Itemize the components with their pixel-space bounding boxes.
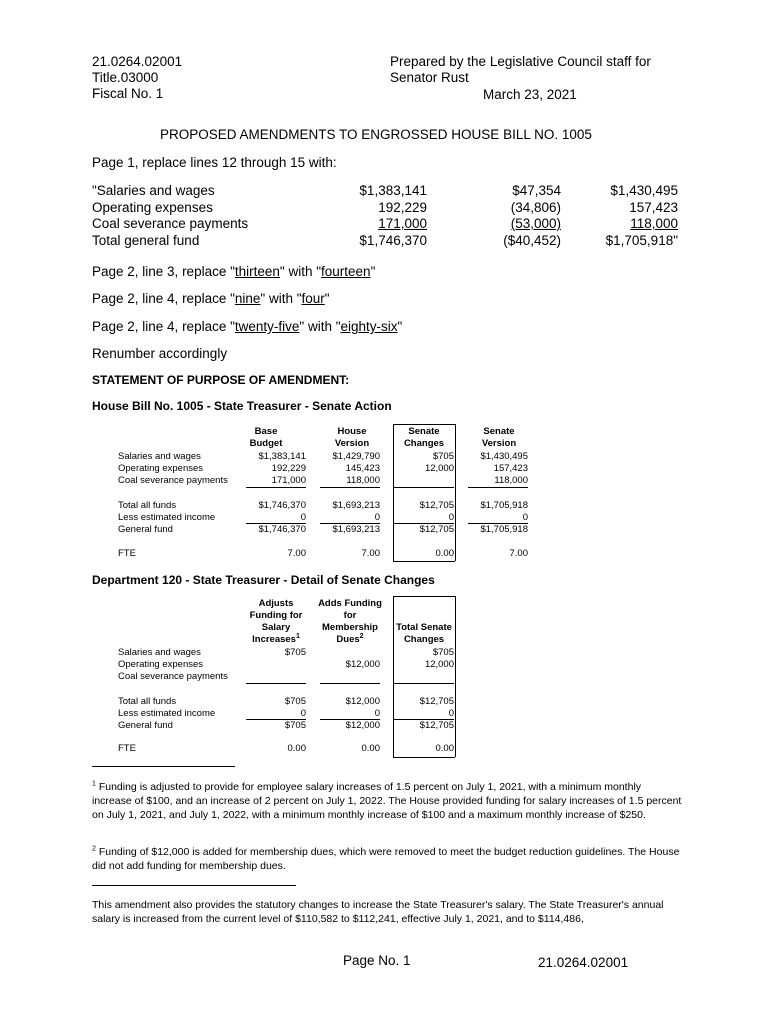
- subtotal-rule: [320, 719, 380, 720]
- subtotal-rule: [394, 523, 454, 524]
- fte-value: 0.00: [361, 743, 380, 754]
- amendment-line: Page 2, line 3, replace "thirteen" with "fourteen": [92, 264, 376, 279]
- table-column: $12,000: [345, 659, 380, 670]
- footnote-2: $^2$ Funding of $12,000 is added for membership dues, which were removed to meet the budget reduction guidelines. The House did not add funding for membership dues.: [92, 845, 680, 872]
- prepared-by: [390, 54, 651, 86]
- table-row: Total all funds Less estimated income General fund: [118, 500, 216, 535]
- prepared-by-line1: Prepared by the Legislative Council staff for: [390, 54, 651, 69]
- replacement-value: (53,000): [510, 216, 561, 231]
- table-column: $705 12,000: [424, 647, 454, 670]
- fte-value: 0.00: [435, 548, 454, 559]
- intro-line: Page 1, replace lines 12 through 15 with:: [92, 155, 337, 170]
- subtotal-rule: [246, 683, 306, 684]
- col-header-senate-version: Senate Version: [481, 426, 517, 449]
- fiscal-number: Fiscal No. 1: [92, 86, 164, 101]
- replacement-value: (34,806): [510, 200, 561, 215]
- subtotal-rule: [394, 487, 454, 488]
- struck-word: thirteen: [234, 264, 280, 279]
- footer-doc-id: 21.0264.02001: [538, 955, 629, 970]
- table-column: $1,746,370 0 $1,746,370: [258, 500, 306, 535]
- senate-changes-box: [393, 424, 394, 561]
- replacement-label: Total general fund: [92, 233, 200, 248]
- table-row: Total all funds Less estimated income General fund: [118, 696, 216, 731]
- col-header-membership-dues: Adds Funding for Membership Dues$^2$: [318, 598, 382, 645]
- replacement-value: $1,705,918": [605, 233, 678, 248]
- replacement-value: 171,000: [378, 216, 427, 231]
- table-row: Salaries and wages Operating expenses Coal severance payments: [118, 451, 228, 486]
- page-number: Page No. 1: [343, 953, 411, 968]
- replacement-value: 118,000: [630, 216, 678, 231]
- subtotal-rule: [468, 487, 528, 488]
- renumber-line: Renumber accordingly: [92, 346, 228, 361]
- table-column: $1,429,790 145,423 118,000: [332, 451, 380, 486]
- subtotal-rule: [320, 523, 380, 524]
- replacement-value: ($40,452): [503, 233, 561, 248]
- statement-heading: STATEMENT OF PURPOSE OF AMENDMENT:: [92, 373, 350, 387]
- subtotal-rule: [246, 719, 306, 720]
- total-changes-box: [455, 596, 456, 757]
- fte-value: 7.00: [361, 548, 380, 559]
- fte-value: 0.00: [435, 743, 454, 754]
- table-row: Salaries and wages Operating expenses Coal severance payments: [118, 647, 228, 682]
- title-number: Title.03000: [92, 70, 159, 85]
- closing-separator: [92, 885, 296, 886]
- replacement-label: Operating expenses: [92, 200, 213, 215]
- doc-number: 21.0264.02001: [92, 54, 183, 69]
- fte-value: 0.00: [287, 743, 306, 754]
- subtotal-rule: [394, 719, 454, 720]
- col-header-salary-increases: Adjusts Funding for Salary Increases$^1$: [249, 598, 303, 645]
- replacement-value: 157,423: [629, 200, 678, 215]
- fte-value: 7.00: [287, 548, 306, 559]
- replacement-value: $47,354: [512, 183, 561, 198]
- col-header-base-budget: Base Budget: [249, 426, 283, 449]
- fte-value: 7.00: [509, 548, 528, 559]
- amendment-line: Page 2, line 4, replace "nine" with "four": [92, 291, 330, 306]
- footnote-1: $^1$ Funding is adjusted to provide for employee salary increases of 1.5 percent on July 1, 2021, with a minimum monthly increase of $100, and an increase of 2 percent on July 1, 2022. The House provided funding for salary increases of 1.5 percent on July 1, 2021, and July 1, 2022, with a minimum monthly increase of $100 and a maximum monthly increase of $250.: [92, 780, 682, 821]
- subtotal-rule: [320, 683, 380, 684]
- total-changes-box: [393, 596, 455, 597]
- col-header-house-version: House Version: [334, 426, 370, 449]
- senate-changes-box: [393, 424, 455, 425]
- table-column: $1,383,141 192,229 171,000: [258, 451, 306, 486]
- subtotal-rule: [320, 487, 380, 488]
- struck-word: twenty-five: [234, 319, 300, 334]
- amendment-line: Page 2, line 4, replace "twenty-five" with "eighty-six": [92, 319, 403, 334]
- table-column: $705 0 $705: [284, 696, 306, 731]
- col-header-total-senate-changes: Total Senate Changes: [396, 622, 452, 645]
- table-column: $1,705,918 0 $1,705,918: [480, 500, 528, 535]
- document-date: March 23, 2021: [483, 87, 577, 102]
- fte-label: FTE: [118, 548, 136, 559]
- table1-heading: House Bill No. 1005 - State Treasurer - Senate Action: [92, 399, 392, 413]
- table2-heading: Department 120 - State Treasurer - Detail of Senate Changes: [92, 573, 435, 587]
- senate-changes-box: [455, 424, 456, 561]
- senate-changes-box: [393, 561, 455, 562]
- struck-word: nine: [234, 291, 261, 306]
- table-column: $705: [284, 647, 306, 658]
- replacement-label: "Salaries and wages: [92, 183, 215, 198]
- table-column: $1,693,213 0 $1,693,213: [332, 500, 380, 535]
- footnote-separator: [92, 766, 235, 767]
- fte-label: FTE: [118, 743, 136, 754]
- replacement-value: $1,430,495: [610, 183, 678, 198]
- replacement-value: $1,746,370: [359, 233, 427, 248]
- inserted-word: eighty-six: [340, 319, 398, 334]
- table-column: $12,705 0 $12,705: [419, 500, 454, 535]
- col-header-senate-changes: Senate Changes: [403, 426, 445, 449]
- table-column: $705 12,000: [424, 451, 454, 474]
- table-column: $12,000 0 $12,000: [345, 696, 380, 731]
- subtotal-rule: [246, 523, 306, 524]
- doc-id-header: [92, 54, 182, 102]
- total-changes-box: [393, 757, 455, 758]
- replacement-value: $1,383,141: [359, 183, 427, 198]
- prepared-by-line2: Senator Rust: [390, 70, 469, 85]
- inserted-word: fourteen: [321, 264, 371, 279]
- replacement-value: 192,229: [378, 200, 427, 215]
- page-title: PROPOSED AMENDMENTS TO ENGROSSED HOUSE BILL NO. 1005: [160, 127, 592, 142]
- closing-paragraph: This amendment also provides the statutory changes to increase the State Treasurer's salary. The State Treasurer's annual salary is increased from the current level of $110,582 to $112,241, effective July 1, 2021, and to $114,486,: [92, 899, 664, 925]
- subtotal-rule: [246, 487, 306, 488]
- table-column: $12,705 0 $12,705: [419, 696, 454, 731]
- replacement-label: Coal severance payments: [92, 216, 249, 231]
- subtotal-rule: [394, 683, 454, 684]
- table-column: $1,430,495 157,423 118,000: [480, 451, 528, 486]
- subtotal-rule: [468, 523, 528, 524]
- inserted-word: four: [301, 291, 325, 306]
